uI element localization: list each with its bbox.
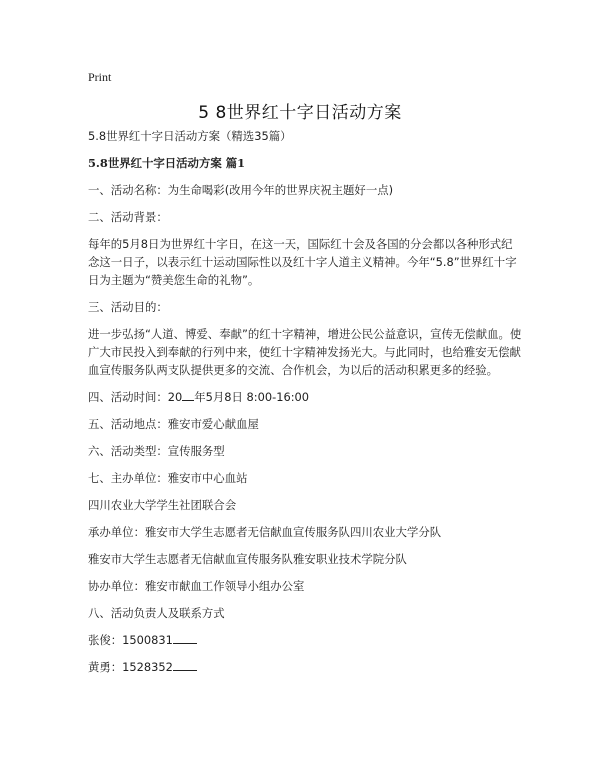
purpose-heading: 三、活动目的： [88, 300, 168, 314]
document-subtitle: 5.8世界红十字日活动方案（精选35篇） [88, 129, 292, 143]
contacts-heading: 八、活动负责人及联系方式 [88, 606, 225, 620]
contact-1-text: 张俊：1500831 [88, 633, 173, 647]
section-heading: 5.8世界红十字日活动方案 篇1 [88, 156, 246, 170]
activity-location: 五、活动地点：雅安市爱心献血屋 [88, 417, 259, 431]
activity-time-prefix: 四、活动时间：20 [88, 390, 183, 404]
contact-1-blank [173, 632, 197, 644]
activity-time-suffix: 年5月8日 8:00-16:00 [194, 390, 310, 404]
activity-name: 一、活动名称：为生命喝彩(改用今年的世界庆祝主题好一点) [88, 183, 394, 197]
host-unit: 七、主办单位：雅安市中心血站 [88, 471, 248, 485]
contact-2-blank [173, 659, 197, 671]
background-heading: 二、活动背景： [88, 210, 168, 224]
contact-2-text: 黄勇：1528352 [88, 660, 173, 674]
print-link[interactable]: Print [88, 70, 112, 84]
contact-1 [88, 631, 523, 649]
document-body [88, 127, 523, 685]
host-unit-2: 四川农业大学学生社团联合会 [88, 498, 237, 512]
co-organizer-unit: 协办单位：雅安市献血工作领导小组办公室 [88, 579, 305, 593]
purpose-text: 进一步弘扬“人道、博爱、奉献”的红十字精神，增进公民公益意识，宣传无偿献血。使广大市民投入到奉献的行列中来，使红十字精神发扬光大。与此同时，也给雅安无偿献血宣传服务队两支队提供更多的交流、合作机会，为以后的活动积累更多的经验。 [88, 327, 522, 377]
organizer-unit: 承办单位：雅安市大学生志愿者无信献血宣传服务队四川农业大学分队 [88, 525, 442, 539]
organizer-unit-2: 雅安市大学生志愿者无信献血宣传服务队雅安职业技术学院分队 [88, 552, 407, 566]
document-title: 5 8世界红十字日活动方案 [198, 103, 402, 123]
background-text: 每年的5月8日为世界红十字日，在这一天，国际红十会及各国的分会都以各种形式纪念这一日子，以表示红十运动国际性以及红十字人道主义精神。今年“5.8”世界红十字日为主题为“赞美您生命的礼物”。 [88, 237, 517, 287]
year-blank [182, 389, 194, 401]
activity-type: 六、活动类型：宣传服务型 [88, 444, 225, 458]
contact-2 [88, 658, 523, 676]
activity-time [88, 388, 523, 406]
